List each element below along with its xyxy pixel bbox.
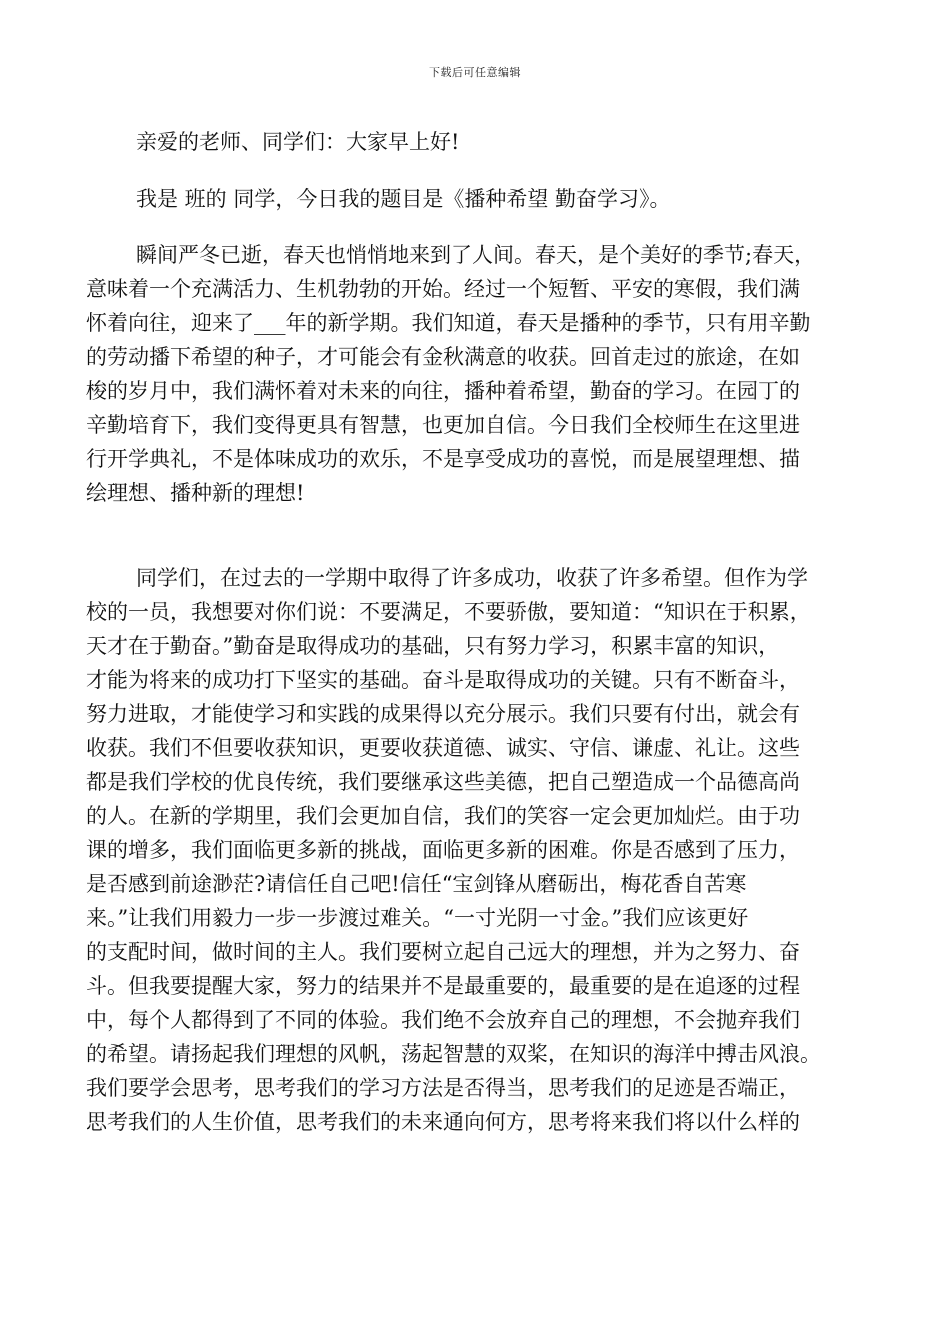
- paragraph-line: 辛勤培育下，我们变得更具有智慧，也更加自信。今日我们全校师生在这里进: [86, 413, 800, 437]
- paragraph-line: 的支配时间，做时间的主人。我们要树立起自己远大的理想，并为之努力、奋: [86, 940, 800, 964]
- paragraph-line: 的人。在新的学期里，我们会更加自信，我们的笑容一定会更加灿烂。由于功: [86, 804, 800, 828]
- paragraph-line: 努力进取，才能使学习和实践的成果得以充分展示。我们只要有付出，就会有: [86, 702, 800, 726]
- paragraph-line: 才能为将来的成功打下坚实的基础。奋斗是取得成功的关键。只有不断奋斗，: [86, 668, 800, 692]
- paragraph-line: 中，每个人都得到了不同的体验。我们绝不会放弃自己的理想，不会抛弃我们: [86, 1008, 800, 1032]
- paragraph-line: 同学们，在过去的一学期中取得了许多成功，收获了许多希望。但作为学: [136, 566, 808, 590]
- paragraph-line: 亲爱的老师、同学们：大家早上好!: [136, 130, 460, 154]
- paragraph-line: 课的增多，我们面临更多新的挑战，面临更多新的困难。你是否感到了压力，: [86, 838, 800, 862]
- paragraph-line: 收获。我们不但要收获知识，更要收获道德、诚实、守信、谦虚、礼让。这些: [86, 736, 800, 760]
- intro-paragraph: [86, 182, 858, 216]
- paragraph-line: 我们要学会思考，思考我们的学习方法是否得当，思考我们的足迹是否端正，: [86, 1076, 800, 1100]
- paragraph-line: 的劳动播下希望的种子，才可能会有金秋满意的收获。回首走过的旅途，在如: [86, 345, 800, 369]
- paragraph-line: 斗。但我要提醒大家，努力的结果并不是最重要的，最重要的是在追逐的过程: [86, 974, 800, 998]
- students-paragraph: [86, 561, 858, 1139]
- paragraph-line: 思考我们的人生价值，思考我们的未来通向何方，思考将来我们将以什么样的: [86, 1110, 800, 1134]
- spring-paragraph: [86, 238, 858, 510]
- paragraph-line: 绘理想、播种新的理想!: [86, 481, 305, 505]
- paragraph-line: 意味着一个充满活力、生机勃勃的开始。经过一个短暂、平安的寒假，我们满: [86, 277, 800, 301]
- paragraph-line: 都是我们学校的优良传统，我们要继承这些美德，把自己塑造成一个品德高尚: [86, 770, 800, 794]
- paragraph-line: 怀着向往，迎来了___年的新学期。我们知道，春天是播种的季节，只有用辛勤: [86, 311, 811, 335]
- paragraph-line: 我是 班的 同学，今日我的题目是《播种希望 勤奋学习》。: [136, 187, 671, 211]
- paragraph-line: 行开学典礼，不是体味成功的欢乐，不是享受成功的喜悦，而是展望理想、描: [86, 447, 800, 471]
- greeting-paragraph: [86, 125, 858, 159]
- page-header: 下载后可任意编辑: [429, 66, 521, 79]
- paragraph-line: 来。”让我们用毅力一步一步渡过难关。“一寸光阴一寸金。”我们应该更好: [86, 906, 749, 930]
- paragraph-line: 的希望。请扬起我们理想的风帆，荡起智慧的双桨，在知识的海洋中搏击风浪。: [86, 1042, 821, 1066]
- paragraph-line: 天才在于勤奋。”勤奋是取得成功的基础，只有努力学习，积累丰富的知识，: [86, 634, 780, 658]
- paragraph-line: 瞬间严冬已逝，春天也悄悄地来到了人间。春天，是个美好的季节;春天，: [136, 243, 816, 267]
- paragraph-line: 校的一员，我想要对你们说：不要满足，不要骄傲，要知道：“知识在于积累，: [86, 600, 811, 624]
- paragraph-line: 梭的岁月中，我们满怀着对未来的向往，播种着希望，勤奋的学习。在园丁的: [86, 379, 800, 403]
- paragraph-line: 是否感到前途渺茫?请信任自己吧!信任“宝剑锋从磨砺出，梅花香自苦寒: [86, 872, 747, 896]
